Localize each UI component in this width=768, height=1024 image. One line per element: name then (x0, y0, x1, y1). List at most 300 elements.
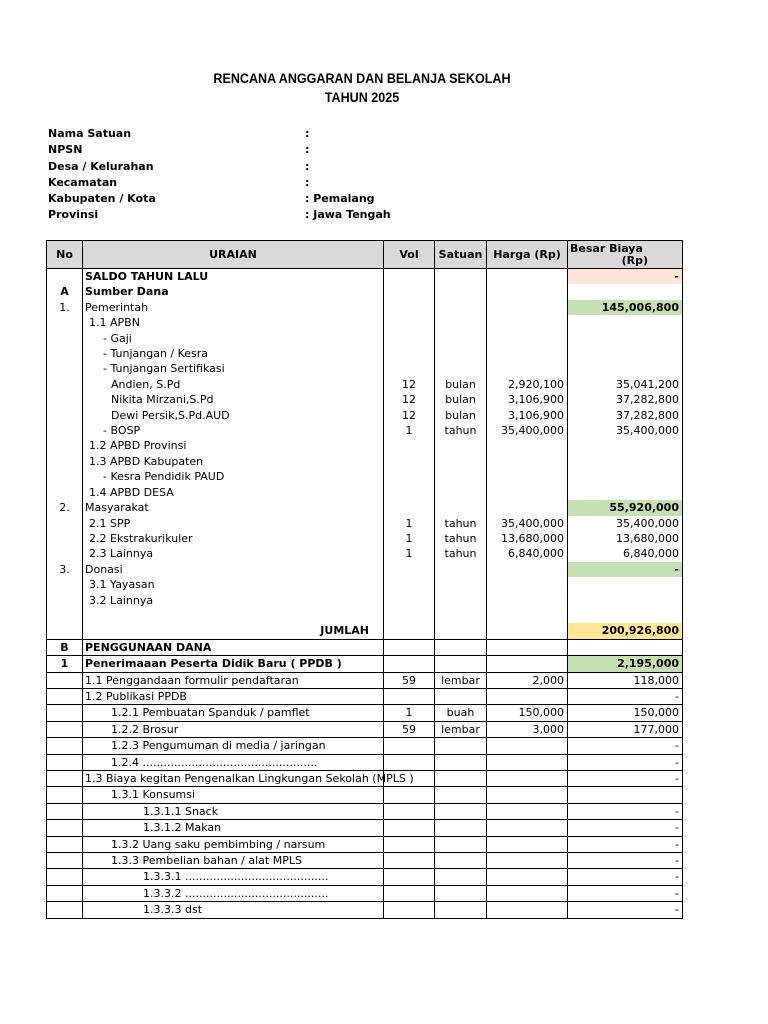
cell-vol: 1 (384, 423, 435, 438)
cell-vol (384, 469, 435, 484)
cell-harga (487, 269, 568, 285)
table-row (47, 300, 683, 315)
cell-besar-biaya (568, 315, 683, 330)
cell-besar-biaya (568, 469, 683, 484)
cell-uraian: - Tunjangan / Kesra (83, 346, 384, 361)
cell-vol (384, 269, 435, 285)
table-row (47, 705, 683, 721)
cell-no (47, 485, 83, 500)
cell-satuan (435, 485, 487, 500)
cell-harga (487, 656, 568, 672)
cell-uraian: 2.2 Ekstrakurikuler (83, 531, 384, 546)
cell-satuan (435, 738, 487, 754)
table-header (47, 241, 683, 269)
cell-vol: 12 (384, 392, 435, 407)
cell-vol (384, 361, 435, 376)
cell-satuan (435, 500, 487, 515)
table-row (47, 454, 683, 469)
cell-vol (384, 454, 435, 469)
cell-harga (487, 593, 568, 608)
cell-satuan: bulan (435, 392, 487, 407)
cell-besar-biaya: 6,840,000 (568, 546, 683, 561)
cell-vol (384, 869, 435, 885)
cell-harga (487, 284, 568, 299)
cell-harga (487, 738, 568, 754)
cell-harga (487, 454, 568, 469)
cell-uraian: Andien, S.Pd (83, 377, 384, 392)
cell-no: A (47, 284, 83, 299)
cell-satuan: lembar (435, 721, 487, 737)
cell-satuan: bulan (435, 377, 487, 392)
table-row (47, 754, 683, 770)
cell-besar-biaya: - (568, 820, 683, 836)
cell-besar-biaya: - (568, 803, 683, 819)
info-label: Kabupaten / Kota (48, 192, 156, 206)
cell-harga (487, 623, 568, 639)
cell-satuan: bulan (435, 408, 487, 423)
info-value: : (305, 175, 310, 189)
table-row (47, 346, 683, 361)
table-row (47, 377, 683, 392)
document-title: RENCANA ANGGARAN DAN BELANJA SEKOLAH (213, 71, 511, 86)
cell-besar-biaya: - (568, 836, 683, 852)
table-row (47, 608, 683, 623)
cell-harga: 3,106,900 (487, 408, 568, 423)
cell-besar-biaya: 118,000 (568, 672, 683, 688)
cell-vol (384, 438, 435, 453)
cell-vol (384, 315, 435, 330)
cell-no (47, 269, 83, 285)
cell-harga (487, 869, 568, 885)
cell-uraian: Nikita Mirzani,S.Pd (83, 392, 384, 407)
cell-harga (487, 885, 568, 901)
header-biaya-label: Besar Biaya (570, 241, 643, 255)
cell-vol (384, 656, 435, 672)
cell-no (47, 377, 83, 392)
table-row (47, 869, 683, 885)
table-row (47, 770, 683, 786)
cell-harga (487, 577, 568, 592)
table-row (47, 721, 683, 737)
cell-harga (487, 787, 568, 803)
table-row (47, 853, 683, 869)
cell-satuan (435, 593, 487, 608)
cell-satuan (435, 284, 487, 299)
table-row (47, 438, 683, 453)
cell-besar-biaya (568, 438, 683, 453)
cell-uraian: 1.3.3.1 ......................................... (83, 869, 384, 885)
cell-vol (384, 754, 435, 770)
cell-uraian: JUMLAH (83, 623, 384, 639)
cell-besar-biaya: 150,000 (568, 705, 683, 721)
cell-no (47, 721, 83, 737)
table-row (47, 593, 683, 608)
cell-harga (487, 820, 568, 836)
table-row (47, 577, 683, 592)
cell-satuan (435, 269, 487, 285)
cell-no (47, 705, 83, 721)
cell-no (47, 836, 83, 852)
cell-uraian: 1.1 Penggandaan formulir pendaftaran (83, 672, 384, 688)
cell-besar-biaya: 35,400,000 (568, 423, 683, 438)
cell-vol (384, 639, 435, 655)
cell-no (47, 688, 83, 704)
table-row (47, 623, 683, 639)
cell-besar-biaya: 35,041,200 (568, 377, 683, 392)
table-row (47, 331, 683, 346)
cell-vol: 1 (384, 546, 435, 561)
cell-satuan (435, 820, 487, 836)
cell-satuan (435, 754, 487, 770)
cell-besar-biaya (568, 787, 683, 803)
cell-besar-biaya (568, 485, 683, 500)
cell-besar-biaya (568, 454, 683, 469)
cell-satuan (435, 803, 487, 819)
cell-satuan (435, 902, 487, 918)
cell-satuan (435, 331, 487, 346)
table-row (47, 500, 683, 515)
cell-uraian: 1.3.1 Konsumsi (83, 787, 384, 803)
cell-besar-biaya: 145,006,800 (568, 300, 683, 315)
cell-vol (384, 853, 435, 869)
cell-uraian: Donasi (83, 562, 384, 577)
cell-vol (384, 331, 435, 346)
cell-no (47, 869, 83, 885)
table-row (47, 485, 683, 500)
cell-no (47, 623, 83, 639)
cell-satuan (435, 577, 487, 592)
cell-vol (384, 608, 435, 623)
cell-satuan: tahun (435, 423, 487, 438)
cell-harga: 2,000 (487, 672, 568, 688)
cell-uraian: PENGGUNAAN DANA (83, 639, 384, 655)
cell-vol (384, 787, 435, 803)
cell-besar-biaya (568, 331, 683, 346)
cell-vol (384, 902, 435, 918)
cell-no (47, 516, 83, 531)
cell-satuan (435, 300, 487, 315)
cell-no (47, 346, 83, 361)
table-row (47, 315, 683, 330)
info-label: Desa / Kelurahan (48, 159, 154, 173)
cell-besar-biaya: - (568, 770, 683, 786)
cell-besar-biaya: 200,926,800 (568, 623, 683, 639)
info-value: : (305, 127, 310, 140)
cell-no (47, 361, 83, 376)
cell-no (47, 469, 83, 484)
cell-vol (384, 803, 435, 819)
cell-besar-biaya: - (568, 869, 683, 885)
budget-table (46, 240, 683, 919)
cell-satuan (435, 639, 487, 655)
cell-besar-biaya: 13,680,000 (568, 531, 683, 546)
table-row (47, 562, 683, 577)
info-label: Nama Satuan (48, 127, 132, 140)
cell-no (47, 902, 83, 918)
cell-uraian: 1.4 APBD DESA (83, 485, 384, 500)
table-row (47, 820, 683, 836)
cell-vol (384, 284, 435, 299)
header-no: No (47, 241, 83, 269)
cell-harga (487, 361, 568, 376)
table-row (47, 423, 683, 438)
cell-no (47, 331, 83, 346)
cell-vol (384, 885, 435, 901)
cell-uraian: 1.2.3 Pengumuman di media / jaringan (83, 738, 384, 754)
cell-harga: 13,680,000 (487, 531, 568, 546)
cell-satuan (435, 869, 487, 885)
cell-no (47, 454, 83, 469)
cell-uraian: 1.3 Biaya kegitan Pengenalkan Lingkungan Sekolah (MPLS ) (83, 770, 384, 786)
cell-no (47, 423, 83, 438)
table-row (47, 738, 683, 754)
cell-uraian (83, 608, 384, 623)
cell-harga (487, 853, 568, 869)
cell-harga (487, 300, 568, 315)
cell-besar-biaya: - (568, 853, 683, 869)
info-value: : Jawa Tengah (305, 208, 391, 222)
cell-vol (384, 623, 435, 639)
cell-no (47, 408, 83, 423)
cell-uraian: Sumber Dana (83, 284, 384, 299)
cell-satuan (435, 656, 487, 672)
info-label: Kecamatan (48, 175, 118, 189)
cell-uraian: - Gaji (83, 331, 384, 346)
cell-besar-biaya: - (568, 738, 683, 754)
header-biaya-unit: (Rp) (621, 253, 648, 267)
cell-uraian: SALDO TAHUN LALU (83, 269, 384, 285)
cell-vol (384, 346, 435, 361)
cell-satuan (435, 853, 487, 869)
cell-satuan (435, 608, 487, 623)
table-row (47, 672, 683, 688)
table-body (47, 269, 683, 919)
cell-harga (487, 346, 568, 361)
cell-besar-biaya: 37,282,800 (568, 408, 683, 423)
cell-besar-biaya (568, 577, 683, 592)
cell-satuan: buah (435, 705, 487, 721)
table-row (47, 392, 683, 407)
cell-besar-biaya: - (568, 562, 683, 577)
cell-satuan (435, 885, 487, 901)
cell-harga: 35,400,000 (487, 423, 568, 438)
cell-uraian: - Tunjangan Sertifikasi (83, 361, 384, 376)
cell-no (47, 608, 83, 623)
header-vol: Vol (384, 241, 435, 269)
info-label: Provinsi (48, 208, 99, 222)
cell-no (47, 315, 83, 330)
cell-besar-biaya: 177,000 (568, 721, 683, 737)
cell-vol (384, 836, 435, 852)
cell-harga: 6,840,000 (487, 546, 568, 561)
cell-no: 1 (47, 656, 83, 672)
info-value: : (305, 159, 310, 173)
cell-harga (487, 688, 568, 704)
header-besar-biaya (568, 241, 683, 269)
cell-besar-biaya (568, 639, 683, 655)
cell-no (47, 593, 83, 608)
cell-no (47, 577, 83, 592)
cell-uraian: 1.2 Publikasi PPDB (83, 688, 384, 704)
cell-uraian: 1.2.4 .................................................. (83, 754, 384, 770)
cell-vol (384, 500, 435, 515)
cell-besar-biaya (568, 593, 683, 608)
cell-vol: 1 (384, 531, 435, 546)
cell-satuan: lembar (435, 672, 487, 688)
table-row (47, 688, 683, 704)
cell-uraian: 1.2.1 Pembuatan Spanduk / pamflet (83, 705, 384, 721)
cell-harga (487, 331, 568, 346)
cell-harga (487, 836, 568, 852)
table-row (47, 361, 683, 376)
cell-satuan (435, 346, 487, 361)
cell-no (47, 438, 83, 453)
cell-besar-biaya (568, 284, 683, 299)
cell-harga: 2,920,100 (487, 377, 568, 392)
cell-uraian: Pemerintah (83, 300, 384, 315)
cell-satuan (435, 361, 487, 376)
cell-satuan: tahun (435, 531, 487, 546)
cell-satuan (435, 836, 487, 852)
cell-uraian: 1.3.2 Uang saku pembimbing / narsum (83, 836, 384, 852)
cell-uraian: 3.1 Yayasan (83, 577, 384, 592)
cell-no: 1. (47, 300, 83, 315)
cell-vol (384, 738, 435, 754)
cell-vol (384, 562, 435, 577)
cell-harga (487, 608, 568, 623)
cell-harga (487, 754, 568, 770)
cell-no (47, 853, 83, 869)
cell-uraian: Masyarakat (83, 500, 384, 515)
cell-harga (487, 315, 568, 330)
cell-satuan (435, 688, 487, 704)
info-label: NPSN (48, 143, 83, 157)
cell-besar-biaya: - (568, 754, 683, 770)
cell-harga: 150,000 (487, 705, 568, 721)
cell-vol (384, 688, 435, 704)
cell-besar-biaya: 2,195,000 (568, 656, 683, 672)
table-row (47, 469, 683, 484)
cell-no (47, 754, 83, 770)
cell-satuan (435, 438, 487, 453)
cell-satuan (435, 454, 487, 469)
cell-no (47, 885, 83, 901)
cell-besar-biaya (568, 608, 683, 623)
cell-harga (487, 562, 568, 577)
cell-uraian: Penerimaaan Peserta Didik Baru ( PPDB ) (83, 656, 384, 672)
table-row (47, 656, 683, 672)
cell-uraian: 1.1 APBN (83, 315, 384, 330)
cell-no (47, 770, 83, 786)
cell-satuan: tahun (435, 516, 487, 531)
cell-uraian: 3.2 Lainnya (83, 593, 384, 608)
cell-uraian: 1.2.2 Brosur (83, 721, 384, 737)
cell-satuan (435, 787, 487, 803)
cell-no: B (47, 639, 83, 655)
table-row (47, 546, 683, 561)
cell-vol: 1 (384, 516, 435, 531)
table-row (47, 408, 683, 423)
cell-vol (384, 485, 435, 500)
cell-no: 3. (47, 562, 83, 577)
cell-besar-biaya (568, 361, 683, 376)
cell-uraian: 1.3.3 Pembelian bahan / alat MPLS (83, 853, 384, 869)
cell-harga (487, 438, 568, 453)
cell-vol: 12 (384, 408, 435, 423)
header-satuan: Satuan (435, 241, 487, 269)
cell-harga: 3,106,900 (487, 392, 568, 407)
cell-no (47, 546, 83, 561)
cell-besar-biaya: - (568, 902, 683, 918)
cell-no (47, 531, 83, 546)
cell-vol (384, 577, 435, 592)
cell-vol: 12 (384, 377, 435, 392)
cell-uraian: - BOSP (83, 423, 384, 438)
cell-besar-biaya: - (568, 885, 683, 901)
cell-satuan (435, 770, 487, 786)
cell-no (47, 392, 83, 407)
cell-besar-biaya: - (568, 688, 683, 704)
cell-no (47, 820, 83, 836)
table-row (47, 516, 683, 531)
cell-besar-biaya: - (568, 269, 683, 285)
cell-uraian: 1.3.3.3 dst (83, 902, 384, 918)
cell-uraian: 1.2 APBD Provinsi (83, 438, 384, 453)
cell-satuan (435, 623, 487, 639)
cell-besar-biaya: 55,920,000 (568, 500, 683, 515)
header-uraian: URAIAN (83, 241, 384, 269)
cell-uraian: 1.3.1.2 Makan (83, 820, 384, 836)
cell-harga (487, 485, 568, 500)
info-value: : (305, 143, 310, 157)
cell-no (47, 672, 83, 688)
cell-no: 2. (47, 500, 83, 515)
cell-harga (487, 469, 568, 484)
table-row (47, 639, 683, 655)
cell-besar-biaya: 37,282,800 (568, 392, 683, 407)
cell-harga (487, 500, 568, 515)
cell-uraian: 1.3.3.2 ......................................... (83, 885, 384, 901)
cell-satuan: tahun (435, 546, 487, 561)
header-harga: Harga (Rp) (487, 241, 568, 269)
cell-harga (487, 770, 568, 786)
cell-vol: 59 (384, 672, 435, 688)
cell-no (47, 803, 83, 819)
cell-uraian: 1.3 APBD Kabupaten (83, 454, 384, 469)
cell-vol (384, 593, 435, 608)
cell-besar-biaya: 35,400,000 (568, 516, 683, 531)
document-subtitle: TAHUN 2025 (324, 90, 400, 105)
cell-uraian: Dewi Persik,S.Pd.AUD (83, 408, 384, 423)
cell-vol: 59 (384, 721, 435, 737)
cell-satuan (435, 315, 487, 330)
table-row (47, 836, 683, 852)
cell-vol (384, 820, 435, 836)
info-value: : Pemalang (305, 192, 375, 206)
cell-uraian: 1.3.1.1 Snack (83, 803, 384, 819)
table-row (47, 787, 683, 803)
cell-uraian: 2.3 Lainnya (83, 546, 384, 561)
table-row (47, 803, 683, 819)
table-row (47, 284, 683, 299)
table-row (47, 885, 683, 901)
cell-vol: 1 (384, 705, 435, 721)
table-row (47, 531, 683, 546)
cell-uraian: 2.1 SPP (83, 516, 384, 531)
cell-satuan (435, 469, 487, 484)
cell-harga (487, 803, 568, 819)
cell-besar-biaya (568, 346, 683, 361)
